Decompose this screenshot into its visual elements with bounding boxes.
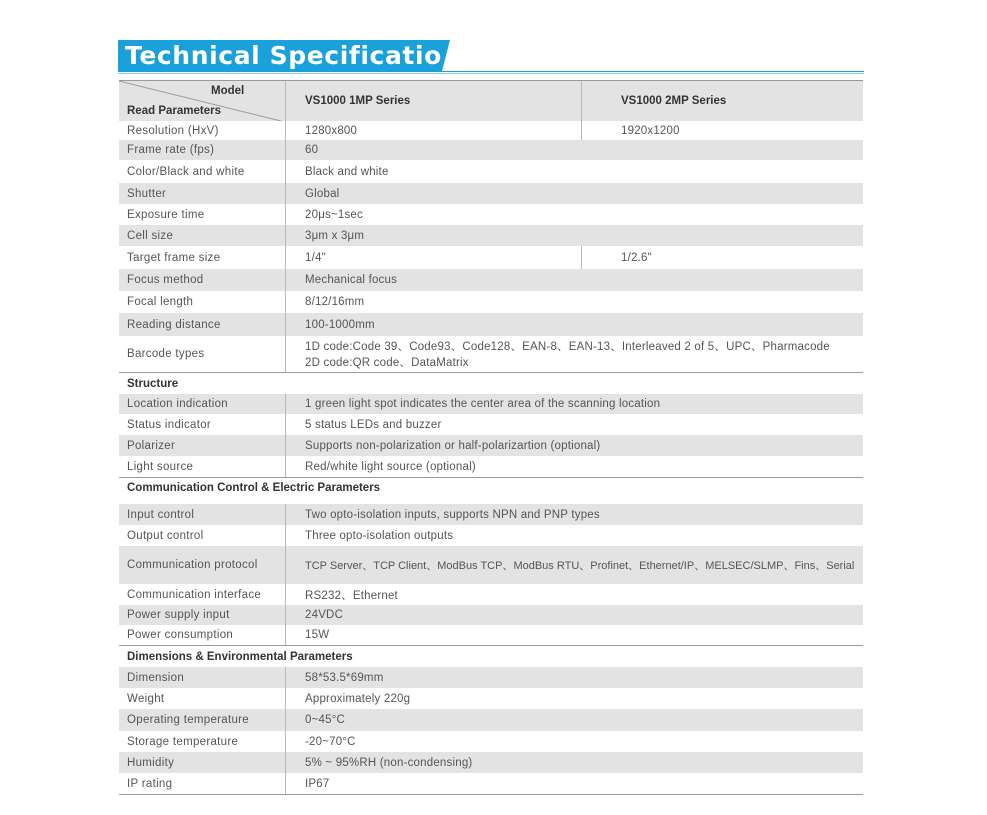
row-label: Location indication [127,398,228,410]
table-row [119,435,863,456]
column-divider [285,269,286,291]
row-label: Status indicator [127,418,212,431]
row-value: 5% ~ 95%RH (non-condensing) [305,756,473,769]
table-row [119,394,863,414]
table-row [119,183,863,204]
table-row [119,625,863,645]
table-row [119,313,863,336]
row-value: Supports non-polarization or half-polarizartion (optional) [305,439,601,452]
column-divider [285,773,286,794]
row-label: Shutter [127,187,167,200]
row-value: Approximately 220g [305,692,411,705]
row-value: 1/4" [305,251,326,264]
row-value: 15W [305,629,330,641]
table-row [119,246,863,269]
column-divider [285,140,286,160]
row-value: 3μm x 3μm [305,229,365,242]
row-value: 5 status LEDs and buzzer [305,418,442,431]
row-value-2mp: 1/2.6" [621,251,652,264]
row-label: Communication interface [127,588,262,601]
row-label: Resolution (HxV) [127,124,219,137]
table-row [119,752,863,773]
column-divider [285,584,286,605]
spec-table [119,80,863,795]
column-divider [285,394,286,414]
row-label: Humidity [127,756,175,769]
row-value: 1280x800 [305,124,358,137]
column-divider [285,546,286,584]
table-row [119,688,863,709]
row-label: Cell size [127,229,174,242]
table-row [119,140,863,160]
column-divider [285,752,286,773]
column-divider [285,121,286,140]
table-row [119,525,863,546]
row-value-2mp: 1920x1200 [621,124,680,137]
row-label: Exposure time [127,208,205,221]
row-label: Reading distance [127,318,221,331]
row-value: RS232、Ethernet [305,589,398,602]
row-value: Mechanical focus [305,274,398,286]
table-row [119,269,863,291]
column-divider [285,605,286,625]
row-value: Two opto-isolation inputs, supports NPN and PNP types [305,508,600,521]
table-row [119,709,863,731]
section-title: Dimensions & Environmental Parameters [127,650,353,663]
row-label: IP rating [127,777,173,790]
row-label: Power supply input [127,609,230,621]
row-value: -20~70°C [305,735,356,748]
row-label: Target frame size [127,251,221,264]
row-label: Input control [127,508,195,521]
row-label: Barcode types [127,348,205,360]
read-parameters-header: Read Parameters [127,105,221,117]
column-divider [285,731,286,752]
column-divider [285,625,286,645]
column-divider [285,688,286,709]
table-header [119,80,863,121]
column-divider [285,414,286,435]
table-row [119,504,863,525]
table-row [119,160,863,183]
row-value: 60 [305,144,319,156]
title-banner [118,40,864,74]
column-divider [285,709,286,731]
column-divider [285,183,286,204]
row-label: Light source [127,460,194,473]
column-divider [285,456,286,477]
section-header-dimensions [119,645,863,667]
row-label: Focus method [127,274,204,286]
section-header-communication [119,477,863,504]
row-value: Black and white [305,165,389,178]
row-value: Red/white light source (optional) [305,460,476,473]
row-value: Global [305,187,340,200]
row-label: Communication protocol [127,559,258,571]
row-label: Color/Black and white [127,165,245,178]
column-divider [581,121,582,140]
table-row [119,546,863,584]
column-divider [285,667,286,688]
table-row [119,605,863,625]
table-row [119,204,863,225]
column-divider [285,291,286,313]
row-label: Polarizer [127,439,176,452]
column-divider [581,246,582,269]
column-divider [285,336,286,372]
row-value: 20μs~1sec [305,208,363,221]
column-divider [285,225,286,246]
column-divider [285,81,286,121]
table-row [119,731,863,752]
column-divider [285,525,286,546]
table-row [119,584,863,605]
table-row [119,456,863,477]
model-1mp-header: VS1000 1MP Series [305,95,411,107]
column-divider [285,160,286,183]
table-row [119,291,863,313]
column-divider [285,204,286,225]
table-row [119,773,863,795]
row-value: 100-1000mm [305,318,375,331]
row-label: Operating temperature [127,714,250,726]
column-divider [285,246,286,269]
row-value: 58*53.5*69mm [305,671,384,684]
row-label: Weight [127,692,165,705]
page-title: Technical Specifications [118,40,442,71]
row-value: 8/12/16mm [305,296,365,308]
column-divider [285,313,286,336]
row-label: Output control [127,529,204,542]
model-header: Model [211,85,245,97]
table-row [119,667,863,688]
section-header-structure [119,372,863,394]
barcode-2d: 2D code:QR code、DataMatrix [305,357,469,369]
row-value: TCP Server、TCP Client、ModBus TCP、ModBus RTU、Profinet、Ethernet/IP、MELSEC/SLMP、Fins、Serial [305,560,855,572]
row-label: Dimension [127,671,185,684]
column-divider [581,81,582,121]
title-underline-light [118,73,864,74]
row-label: Frame rate (fps) [127,144,215,156]
row-value: Three opto-isolation outputs [305,529,454,542]
title-underline [118,71,864,72]
table-row [119,121,863,140]
table-row [119,336,863,372]
column-divider [285,504,286,525]
row-value: IP67 [305,777,330,790]
table-row [119,414,863,435]
model-2mp-header: VS1000 2MP Series [621,95,727,107]
barcode-1d: 1D code:Code 39、Code93、Code128、EAN-8、EAN-13、Interleaved 2 of 5、UPC、Pharmacode [305,341,830,353]
table-row [119,225,863,246]
row-value: 0~45°C [305,714,346,726]
section-title: Structure [127,377,179,390]
row-label: Power consumption [127,629,234,641]
row-label: Focal length [127,296,194,308]
row-label: Storage temperature [127,735,239,748]
section-title: Communication Control & Electric Parameters [127,482,381,494]
row-value [305,336,863,372]
row-value: 1 green light spot indicates the center area of the scanning location [305,398,661,410]
column-divider [285,435,286,456]
row-value: 24VDC [305,609,344,621]
